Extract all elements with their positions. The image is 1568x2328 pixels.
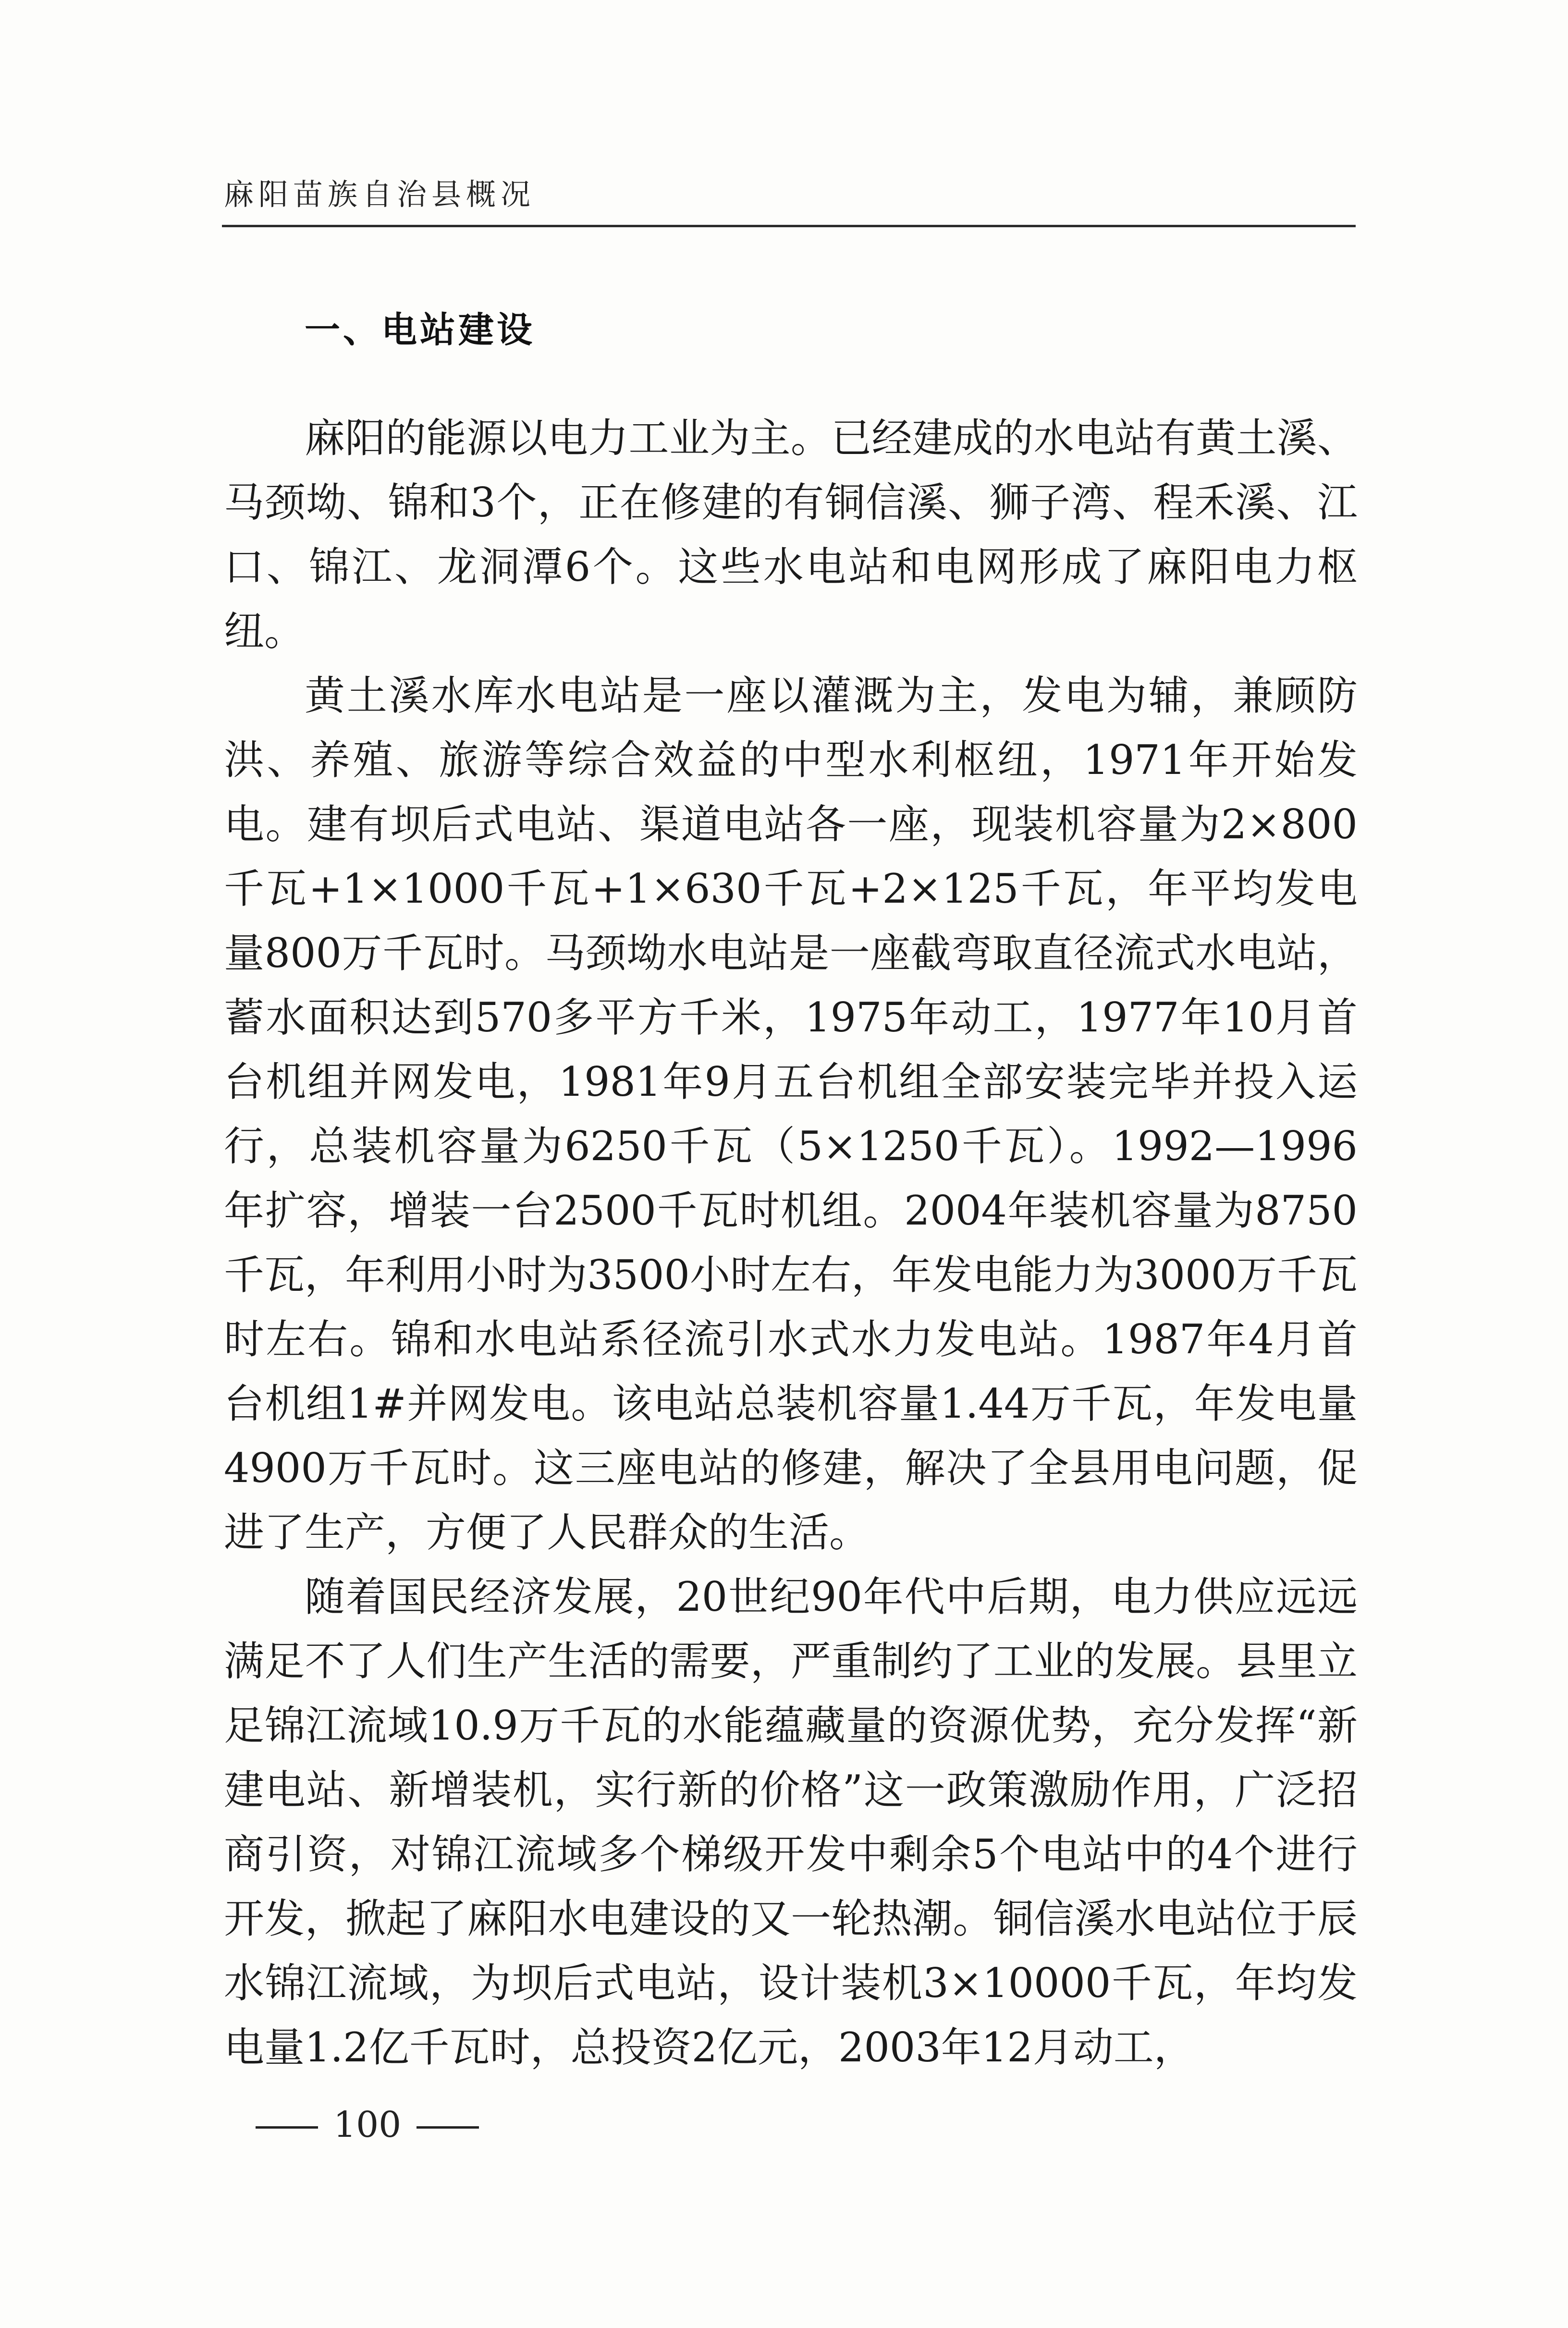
section-heading: 一、电站建设 bbox=[305, 309, 535, 351]
paragraph-1: 麻阳的能源以电力工业为主。已经建成的水电站有黄土溪、马颈坳、锦和3个，正在修建的有铜信溪、狮子湾、程禾溪、江口、锦江、龙洞潭6个。这些水电站和电网形成了麻阳电力枢纽。 bbox=[224, 415, 1358, 655]
header-divider bbox=[222, 225, 1356, 227]
page-number bbox=[240, 2104, 494, 2145]
paragraph-3: 随着国民经济发展，20世纪90年代中后期，电力供应远远满足不了人们生产生活的需要，严重制约了工业的发展。县里立足锦江流域10.9万千瓦的水能蕴藏量的资源优势，充分发挥“新建电站、新增装机，实行新的价格”这一政策激励作用，广泛招商引资，对锦江流域多个梯级开发中剩余5个电站中的4个进行开发，掀起了麻阳水电建设的又一轮热潮。铜信溪水电站位于辰水锦江流域，为坝后式电站，设计装机3×10000千瓦，年均发电量1.2亿千瓦时，总投资2亿元，2003年12月动工， bbox=[224, 1573, 1358, 2071]
dash-left bbox=[256, 2126, 318, 2129]
dash-right bbox=[416, 2126, 479, 2129]
running-header-title: 麻阳苗族自治县概况 bbox=[224, 177, 536, 212]
page-number-value: 100 bbox=[333, 2104, 402, 2145]
body-text bbox=[224, 406, 1358, 2080]
paragraph-2: 黄土溪水库水电站是一座以灌溉为主，发电为辅，兼顾防洪、养殖、旅游等综合效益的中型水利枢纽，1971年开始发电。建有坝后式电站、渠道电站各一座，现装机容量为2×800千瓦+1×1000千瓦+1×630千瓦+2×125千瓦，年平均发电量800万千瓦时。马颈坳水电站是一座截弯取直径流式水电站，蓄水面积达到570多平方千米，1975年动工，1977年10月首台机组并网发电，1981年9月五台机组全部安装完毕并投入运行，总装机容量为6250千瓦（5×1250千瓦）。1992—1996年扩容，增装一台2500千瓦时机组。2004年装机容量为8750千瓦，年利用小时为3500小时左右，年发电能力为3000万千瓦时左右。锦和水电站系径流引水式水力发电站。1987年4月首台机组1#并网发电。该电站总装机容量1.44万千瓦，年发电量4900万千瓦时。这三座电站的修建，解决了全县用电问题，促进了生产，方便了人民群众的生活。 bbox=[224, 672, 1358, 1556]
